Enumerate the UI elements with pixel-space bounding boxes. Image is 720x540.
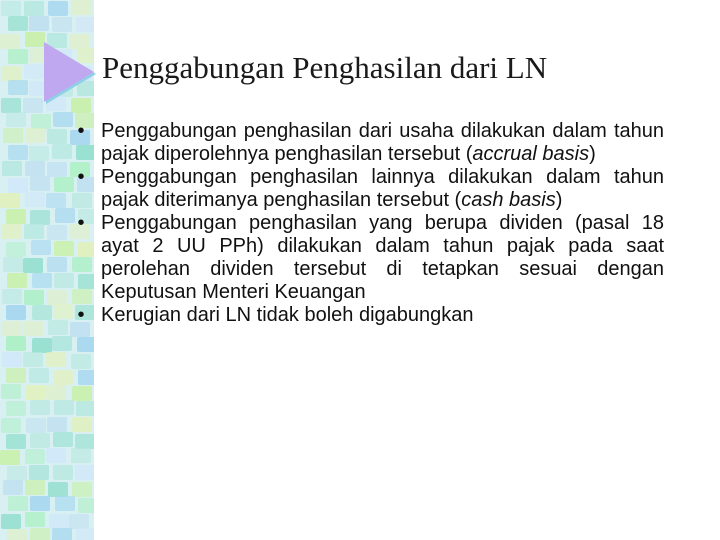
decorative-tile: [1, 418, 21, 433]
decorative-tile: [1, 514, 21, 529]
decorative-tile: [0, 450, 20, 465]
decorative-tile: [30, 528, 50, 540]
decorative-tile: [30, 176, 50, 191]
decorative-tile: [47, 225, 67, 240]
decorative-tile: [8, 80, 28, 95]
decorative-tile: [24, 290, 44, 305]
decorative-tile: [47, 162, 67, 177]
decorative-tile: [53, 112, 73, 127]
decorative-tile: [6, 112, 26, 127]
decorative-tile: [1, 66, 21, 81]
decorative-tile: [6, 242, 26, 257]
bullet-text: Penggabungan penghasilan lainnya dilakukan dalam tahun pajak diterimanya penghasilan tersebut (cash basis): [101, 166, 664, 211]
decorative-tile: [30, 496, 50, 511]
decorative-tile: [8, 16, 28, 31]
decorative-tile: [29, 146, 49, 161]
decorative-tile: [25, 32, 45, 47]
decorative-tile: [24, 224, 44, 239]
decorative-tile: [32, 338, 52, 353]
slide-title: Penggabungan Penghasilan dari LN: [102, 50, 548, 85]
bullet-text: Kerugian dari LN tidak boleh digabungkan: [101, 304, 474, 326]
decorative-tile: [25, 161, 45, 176]
decorative-tile: [3, 480, 23, 495]
decorative-tile: [23, 98, 43, 113]
decorative-tile: [47, 129, 67, 144]
decorative-tile: [54, 273, 74, 288]
decorative-tile: [47, 290, 67, 305]
decorative-tile: [31, 114, 51, 129]
decorative-tile: [72, 386, 92, 401]
decorative-tile: [25, 192, 45, 207]
bullet-item: [74, 212, 664, 304]
decorative-tile: [29, 16, 49, 31]
decorative-tile: [8, 145, 28, 160]
decorative-tile: [78, 370, 94, 385]
decorative-tile: [71, 354, 91, 369]
decorative-tile: [30, 433, 50, 448]
title-arrow-icon: [44, 42, 94, 102]
decorative-tile: [48, 1, 68, 16]
decorative-tile: [1, 98, 21, 113]
decorative-tile: [6, 434, 26, 449]
decorative-tile: [76, 528, 94, 540]
decorative-tile: [48, 320, 68, 335]
decorative-tile: [72, 417, 92, 432]
decorative-tile: [55, 496, 75, 511]
decorative-tile: [1, 1, 21, 16]
decorative-tile: [30, 400, 50, 415]
decorative-tile: [25, 480, 45, 495]
bullet-item: [74, 120, 664, 166]
decorative-tile: [48, 482, 68, 497]
decorative-tile: [7, 273, 27, 288]
decorative-tile: [1, 224, 21, 239]
decorative-tile: [30, 210, 50, 225]
decorative-tile: [32, 305, 52, 320]
decorative-tile: [75, 434, 94, 449]
decorative-tile: [2, 289, 22, 304]
decorative-tile: [54, 241, 74, 256]
decorative-tile: [72, 482, 92, 497]
decorative-tile: [2, 321, 22, 336]
decorative-tile: [23, 258, 43, 273]
bullet-marker: •: [77, 166, 85, 188]
bullet-marker: •: [77, 304, 85, 326]
decorative-tile: [3, 128, 23, 143]
decorative-tile: [69, 514, 89, 529]
decorative-tile: [52, 17, 72, 32]
decorative-tile: [26, 418, 46, 433]
decorative-tile: [2, 161, 22, 176]
decorative-tile: [23, 321, 43, 336]
decorative-tile: [6, 368, 26, 383]
bullet-item: [74, 166, 664, 212]
bullet-marker: •: [77, 212, 85, 234]
decorative-tile: [52, 336, 72, 351]
decorative-tile: [6, 305, 26, 320]
bullet-item: [74, 304, 664, 327]
decorative-tile: [25, 128, 45, 143]
decorative-tile: [49, 514, 69, 529]
decorative-tile: [6, 209, 26, 224]
decorative-tile: [31, 240, 51, 255]
decorative-tile: [77, 337, 94, 352]
decorative-tile: [55, 208, 75, 223]
decorative-tile: [0, 193, 20, 208]
decorative-tile: [1, 384, 21, 399]
decorative-tile: [32, 273, 52, 288]
decorative-tile: [8, 49, 28, 64]
decorative-tile: [53, 465, 73, 480]
decorative-tile: [71, 0, 91, 15]
decorative-tile: [75, 465, 94, 480]
decorative-tile: [8, 178, 28, 193]
bullet-list: [74, 120, 664, 327]
decorative-tile: [78, 498, 94, 513]
decorative-tile: [76, 401, 94, 416]
decorative-tile: [52, 144, 72, 159]
decorative-tile: [25, 385, 45, 400]
decorative-tile: [6, 336, 26, 351]
decorative-tile: [46, 385, 66, 400]
decorative-tile: [8, 496, 28, 511]
decorative-tile: [25, 449, 45, 464]
decorative-tile: [53, 432, 73, 447]
decorative-tile: [24, 64, 44, 79]
decorative-tile: [7, 529, 27, 540]
decorative-tile: [54, 177, 74, 192]
decorative-tile: [3, 257, 23, 272]
decorative-tile: [76, 17, 94, 32]
decorative-tile: [29, 465, 49, 480]
decorative-tile: [47, 257, 67, 272]
bullet-text: Penggabungan penghasilan dari usaha dilakukan dalam tahun pajak diperolehnya penghasilan tersebut (accrual basis): [101, 120, 664, 165]
bullet-text: Penggabungan penghasilan yang berupa dividen (pasal 18 ayat 2 UU PPh) dilakukan dalam tahun pajak pada saat perolehan dividen tersebut di tetapkan sesuai dengan Keputusan Menteri Keuangan: [101, 212, 664, 303]
decorative-tile: [53, 370, 73, 385]
decorative-tile: [0, 34, 20, 49]
decorative-tile: [46, 193, 66, 208]
bullet-marker: •: [77, 120, 85, 142]
decorative-tile: [25, 512, 45, 527]
decorative-tile: [54, 400, 74, 415]
decorative-tile: [29, 368, 49, 383]
decorative-tile: [71, 448, 91, 463]
decorative-tile: [46, 352, 66, 367]
decorative-tile: [46, 448, 66, 463]
decorative-tile: [6, 401, 26, 416]
decorative-tile: [53, 304, 73, 319]
decorative-tile: [52, 528, 72, 540]
decorative-tile: [7, 466, 27, 481]
decorative-tile: [2, 352, 22, 367]
decorative-tile: [23, 352, 43, 367]
decorative-tile: [24, 1, 44, 16]
decorative-tile: [47, 417, 67, 432]
